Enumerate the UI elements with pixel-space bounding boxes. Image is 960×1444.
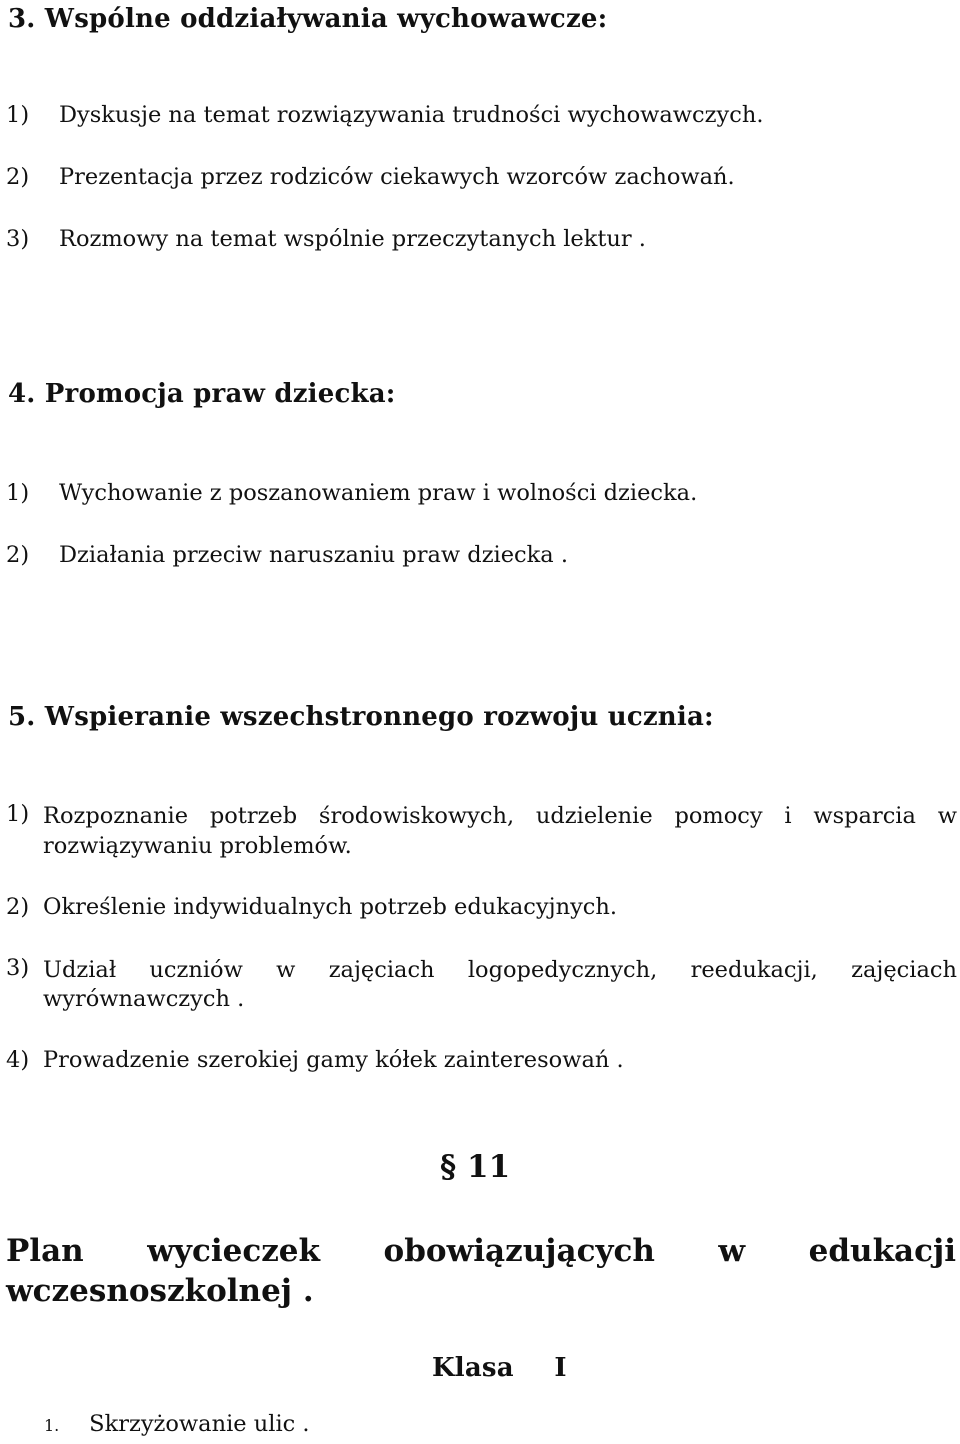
word: zajęciach <box>328 957 435 983</box>
word: obowiązujących <box>383 1233 655 1269</box>
word: i <box>784 803 792 829</box>
word: pomocy <box>674 803 763 829</box>
word: Plan <box>6 1233 84 1269</box>
word: Rozpoznanie <box>43 803 189 829</box>
word: uczniów <box>149 957 243 983</box>
section-5-heading: 5. Wspieranie wszechstronnego rozwoju ucznia: <box>8 702 714 732</box>
item-text: Skrzyżowanie ulic . <box>89 1411 310 1437</box>
word: edukacji <box>808 1233 956 1269</box>
item-number: 1. <box>44 1416 60 1435</box>
trip-item-1 <box>44 1413 310 1436</box>
class-number: I <box>554 1353 567 1383</box>
word: wsparcia <box>813 803 916 829</box>
item-number: 1) <box>6 102 30 128</box>
word: potrzeb <box>209 803 298 829</box>
section-4-heading: 4. Promocja praw dziecka: <box>8 379 396 409</box>
item-number: 4) <box>6 1047 30 1073</box>
word: w <box>937 803 957 829</box>
class-label: Klasa <box>432 1353 514 1383</box>
section-5-item-3-line-2: wyrównawczych . <box>43 986 245 1012</box>
item-number: 1) <box>6 480 30 506</box>
item-text: Określenie indywidualnych potrzeb edukacyjnych. <box>43 894 618 920</box>
word: wycieczek <box>147 1233 321 1269</box>
item-text: Wychowanie z poszanowaniem praw i wolności dziecka. <box>59 480 698 506</box>
item-number: 2) <box>6 542 30 568</box>
item-number: 3) <box>6 955 30 981</box>
word: w <box>718 1233 746 1269</box>
word: udzielenie <box>535 803 653 829</box>
word: w <box>276 957 296 983</box>
item-text: Prowadzenie szerokiej gamy kółek zainteresowań . <box>43 1047 624 1073</box>
item-text: Prezentacja przez rodziców ciekawych wzorców zachowań. <box>59 164 735 190</box>
plan-title-line-2: wczesnoszkolnej . <box>6 1273 314 1309</box>
item-text: Dyskusje na temat rozwiązywania trudności wychowawczych. <box>59 102 764 128</box>
word: środowiskowych, <box>318 803 515 829</box>
word: Udział <box>43 957 117 983</box>
item-text: Rozmowy na temat wspólnie przeczytanych lektur . <box>59 226 646 252</box>
class-heading <box>432 1355 567 1381</box>
item-text: Działania przeciw naruszaniu praw dziecka . <box>59 542 569 568</box>
plan-title-line-1 <box>6 1233 956 1269</box>
item-number: 2) <box>6 894 30 920</box>
section-5-item-3-line-1 <box>43 957 957 983</box>
section-5-item-1-line-1 <box>43 803 957 829</box>
item-number: 1) <box>6 801 30 827</box>
item-number: 3) <box>6 226 30 252</box>
paragraph-symbol: § 11 <box>440 1149 511 1185</box>
word: logopedycznych, <box>467 957 658 983</box>
section-5-item-1-line-2: rozwiązywaniu problemów. <box>43 833 352 859</box>
section-3-heading: 3. Wspólne oddziaływania wychowawcze: <box>8 4 608 34</box>
word: zajęciach <box>851 957 957 983</box>
item-number: 2) <box>6 164 30 190</box>
word: reedukacji, <box>690 957 818 983</box>
